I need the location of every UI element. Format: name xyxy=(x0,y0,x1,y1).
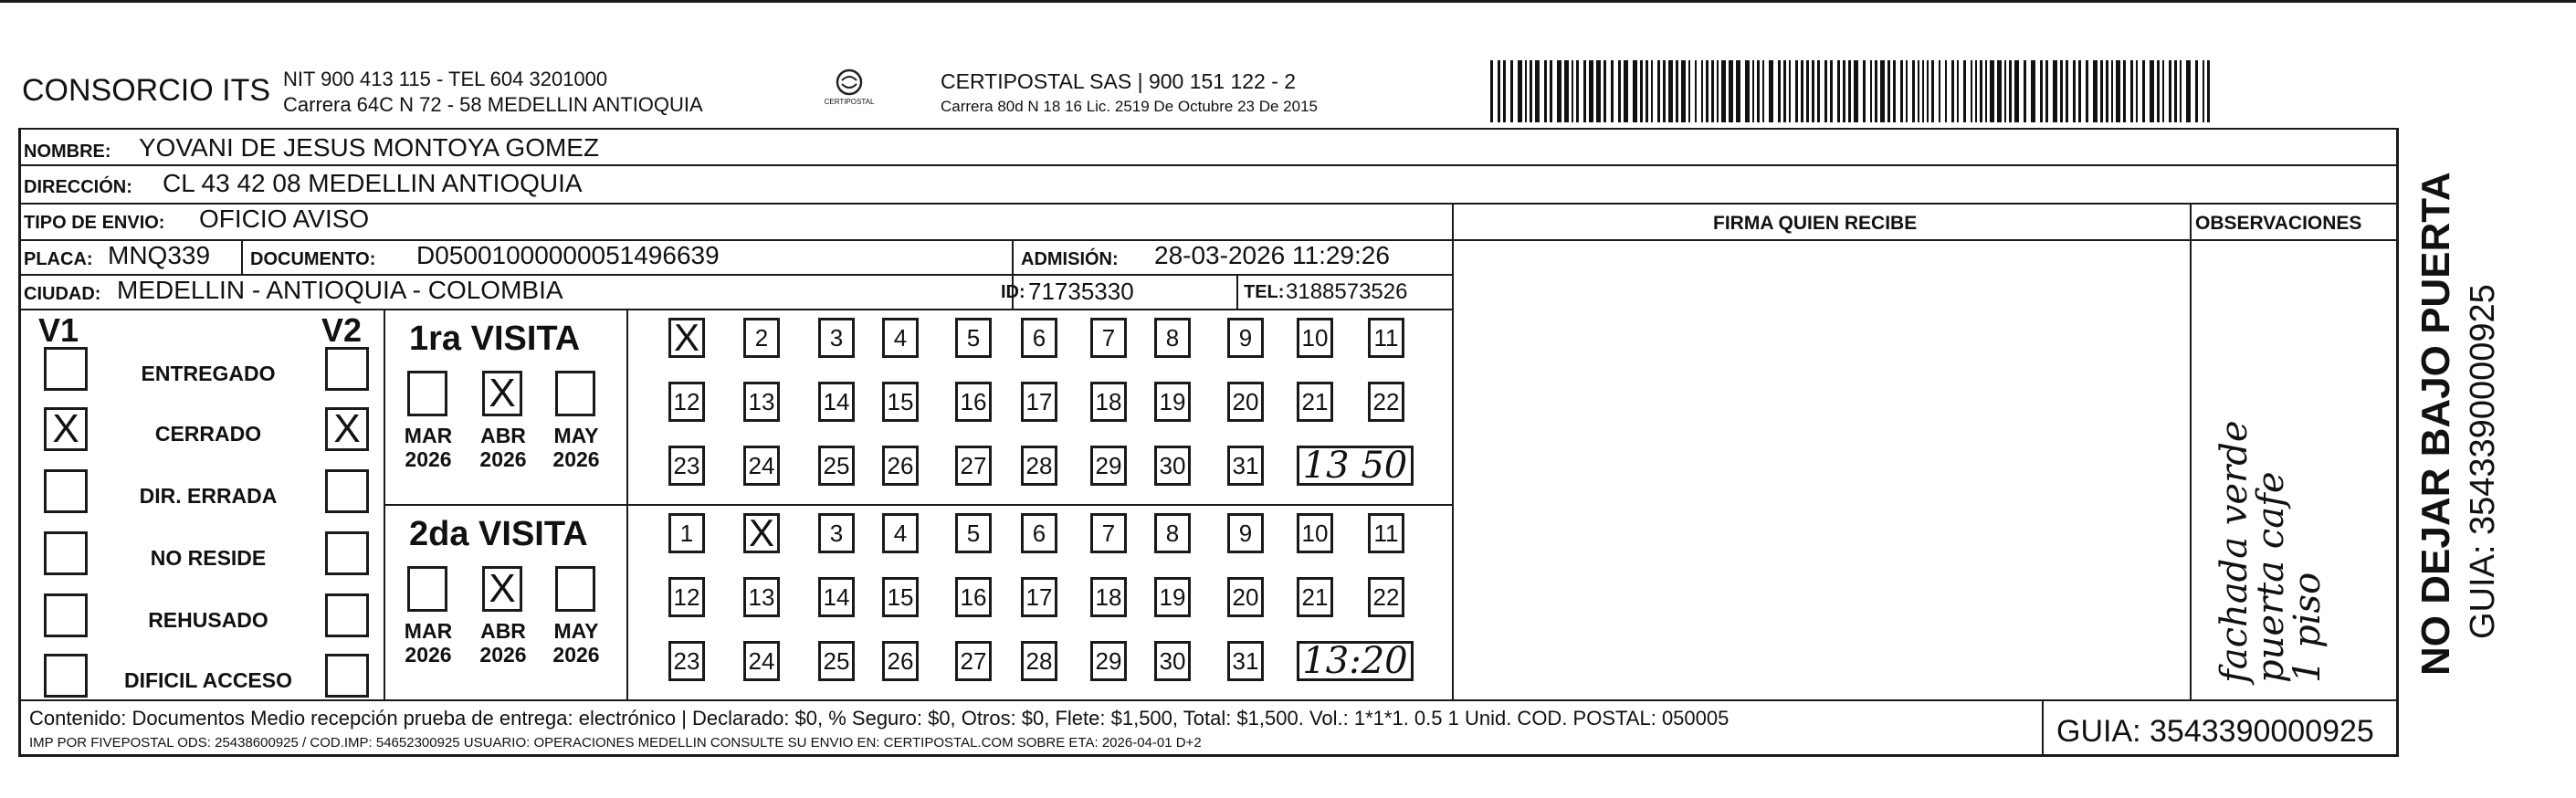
barcode-bar xyxy=(2106,60,2108,122)
day-box[interactable]: 30 xyxy=(1154,641,1191,681)
day-box[interactable]: 21 xyxy=(1297,382,1333,422)
barcode-bar xyxy=(1945,60,1947,122)
barcode-bar xyxy=(1572,60,1573,122)
barcode-bar xyxy=(2045,60,2048,122)
barcode-bar xyxy=(2186,60,2191,122)
status-label: ENTREGADO xyxy=(141,362,276,385)
day-box[interactable]: 19 xyxy=(1154,577,1191,617)
barcode-bar xyxy=(1550,60,1552,122)
barcode-bar xyxy=(1510,60,1513,122)
barcode-bar xyxy=(1922,60,1924,122)
barcode-bar xyxy=(1688,60,1690,122)
ciudad-value: MEDELLIN - ANTIOQUIA - COLOMBIA xyxy=(117,276,563,304)
day-box[interactable]: 5 xyxy=(955,513,992,553)
barcode-bar xyxy=(2207,60,2210,122)
nombre-label: NOMBRE: xyxy=(24,142,111,162)
visita-divider xyxy=(384,504,1454,506)
day-box[interactable]: 12 xyxy=(668,577,705,617)
barcode-bar xyxy=(1668,60,1673,122)
month-label: ABR 2026 xyxy=(479,424,527,472)
barcode-bar xyxy=(1752,60,1754,122)
day-box[interactable]: 17 xyxy=(1021,577,1057,617)
tipo-value: OFICIO AVISO xyxy=(199,205,370,233)
barcode xyxy=(1490,60,2221,122)
barcode-bar xyxy=(1717,60,1719,122)
barcode-bar xyxy=(1564,60,1569,122)
day-box[interactable]: 10 xyxy=(1297,513,1333,553)
barcode-bar xyxy=(1711,60,1714,122)
row-divider xyxy=(18,203,2398,205)
frame-left xyxy=(18,128,21,756)
v1-checkbox[interactable] xyxy=(44,654,88,698)
direccion-value: CL 43 42 08 MEDELLIN ANTIOQUIA xyxy=(163,169,583,197)
v2-label: V2 xyxy=(321,311,363,349)
barcode-bar xyxy=(1651,60,1653,122)
id-label: ID: xyxy=(1001,282,1025,302)
day-box[interactable]: 16 xyxy=(955,577,992,617)
barcode-bar xyxy=(1576,60,1579,122)
day-box[interactable]: 11 xyxy=(1368,318,1404,358)
day-box[interactable]: 18 xyxy=(1090,577,1127,617)
no-dejar-bajo-puerta: NO DEJAR BAJO PUERTA xyxy=(2413,172,2458,676)
day-box[interactable]: 14 xyxy=(818,577,855,617)
day-box[interactable]: 15 xyxy=(882,577,919,617)
barcode-bar xyxy=(1624,60,1628,122)
day-box[interactable]: 9 xyxy=(1227,513,1264,553)
status-label: REHUSADO xyxy=(148,608,268,632)
v1-checkbox[interactable] xyxy=(44,593,88,637)
barcode-bar xyxy=(2130,60,2133,122)
barcode-bar xyxy=(1854,60,1858,122)
barcode-bar xyxy=(2142,60,2145,122)
v2-checkbox[interactable] xyxy=(325,347,369,391)
day-box[interactable]: 3 xyxy=(818,318,855,358)
day-box[interactable]: 7 xyxy=(1090,318,1127,358)
day-box[interactable]: 11 xyxy=(1368,513,1404,553)
day-box[interactable]: 27 xyxy=(955,641,992,681)
barcode-bar xyxy=(1729,60,1733,122)
barcode-bar xyxy=(2111,60,2113,122)
barcode-bar xyxy=(1980,60,1982,122)
observaciones-header: OBSERVACIONES xyxy=(2195,213,2362,234)
barcode-bar xyxy=(1611,60,1614,122)
day-box[interactable]: 31 xyxy=(1227,446,1264,486)
day-box[interactable]: 22 xyxy=(1368,577,1404,617)
barcode-bar xyxy=(2060,60,2063,122)
barcode-bar xyxy=(1518,60,1522,122)
day-box[interactable]: 28 xyxy=(1021,446,1057,486)
day-box[interactable]: 2 xyxy=(743,318,780,358)
barcode-bar xyxy=(1848,60,1851,122)
day-box[interactable]: 20 xyxy=(1227,577,1264,617)
day-box[interactable]: X xyxy=(743,513,780,553)
barcode-bar xyxy=(1957,60,1959,122)
barcode-bar xyxy=(1971,60,1972,122)
barcode-bar xyxy=(1887,60,1890,122)
barcode-bar xyxy=(1583,60,1586,122)
day-box[interactable]: 17 xyxy=(1021,382,1057,422)
day-box[interactable]: 6 xyxy=(1021,513,1057,553)
day-box[interactable]: 12 xyxy=(668,382,705,422)
v1-checkbox[interactable] xyxy=(44,531,88,575)
tel-value: 3188573526 xyxy=(1286,279,1408,304)
day-box[interactable]: 19 xyxy=(1154,382,1191,422)
barcode-bar xyxy=(1870,60,1872,122)
status-label: DIFICIL ACCESO xyxy=(123,668,292,692)
barcode-bar xyxy=(2116,60,2120,122)
day-box[interactable]: 13 xyxy=(743,382,780,422)
barcode-bar xyxy=(2073,60,2076,122)
month-checkbox[interactable] xyxy=(555,371,595,416)
day-box[interactable]: 1 xyxy=(668,513,705,553)
day-box[interactable]: 5 xyxy=(955,318,992,358)
ciudad-label: CIUDAD: xyxy=(24,284,101,304)
direccion-label: DIRECCIÓN: xyxy=(24,177,132,197)
barcode-bar xyxy=(1795,60,1798,122)
day-box[interactable]: 14 xyxy=(818,382,855,422)
tel-label: TEL: xyxy=(1244,282,1285,302)
barcode-bar xyxy=(1769,60,1773,122)
barcode-bar xyxy=(1525,60,1527,122)
day-box[interactable]: 8 xyxy=(1154,513,1191,553)
visit-time: 13 50 xyxy=(1297,446,1414,486)
row-divider xyxy=(18,164,2398,166)
cell-divider xyxy=(241,239,243,274)
tipo-label: TIPO DE ENVIO: xyxy=(24,213,165,233)
barcode-bar xyxy=(2157,60,2160,122)
barcode-bar xyxy=(1557,60,1561,122)
barcode-bar xyxy=(1676,60,1678,122)
barcode-bar xyxy=(1990,60,1994,122)
barcode-bar xyxy=(1906,60,1908,122)
certipostal-line1: CERTIPOSTAL SAS | 900 151 122 - 2 xyxy=(941,69,1297,93)
observacion-line: puerta cafe xyxy=(2250,471,2292,683)
day-box[interactable]: 9 xyxy=(1227,318,1264,358)
month-checkbox[interactable]: X xyxy=(482,566,522,612)
v2-checkbox[interactable] xyxy=(325,531,369,575)
barcode-bar xyxy=(1875,60,1877,122)
v2-checkbox[interactable] xyxy=(325,469,369,513)
day-box[interactable]: 30 xyxy=(1154,446,1191,486)
barcode-bar xyxy=(2169,60,2171,122)
status-label: NO RESIDE xyxy=(150,546,267,570)
day-box[interactable]: 4 xyxy=(882,513,919,553)
frame-top xyxy=(18,128,2398,130)
documento-label: DOCUMENTO: xyxy=(250,249,376,269)
month-label: MAR 2026 xyxy=(404,424,453,472)
barcode-bar xyxy=(1757,60,1760,122)
day-box[interactable]: 3 xyxy=(818,513,855,553)
barcode-bar xyxy=(1663,60,1666,122)
barcode-bar xyxy=(2004,60,2006,122)
day-box[interactable]: 26 xyxy=(882,446,919,486)
v1-checkbox[interactable]: X xyxy=(44,407,88,451)
month-checkbox[interactable]: X xyxy=(482,371,522,416)
day-box[interactable]: 18 xyxy=(1090,382,1127,422)
firma-header: FIRMA QUIEN RECIBE xyxy=(1713,213,1918,234)
day-box[interactable]: 26 xyxy=(882,641,919,681)
barcode-bar xyxy=(1931,60,1934,122)
barcode-bar xyxy=(1830,60,1833,122)
day-box[interactable]: 21 xyxy=(1297,577,1333,617)
barcode-bar xyxy=(1701,60,1703,122)
footer-imp-line: IMP POR FIVEPOSTAL ODS: 25438600925 / COD.IMP: 54652300925 USUARIO: OPERACIONES MEDELLIN CONSULTE SU ENVIO EN: CERTIPOSTAL.COM SOBRE ETA: 2026-04-01 D+2 xyxy=(29,735,1202,751)
barcode-bar xyxy=(1706,60,1709,122)
day-box[interactable]: X xyxy=(668,318,705,358)
day-box[interactable]: 23 xyxy=(668,446,705,486)
barcode-bar xyxy=(2009,60,2012,122)
day-box[interactable]: 13 xyxy=(743,577,780,617)
side-panel xyxy=(2409,0,2564,798)
placa-value: MNQ339 xyxy=(108,241,211,269)
barcode-bar xyxy=(1918,60,1919,122)
day-box[interactable]: 24 xyxy=(743,446,780,486)
barcode-bar xyxy=(1963,60,1966,122)
barcode-bar xyxy=(1783,60,1786,122)
barcode-bar xyxy=(2031,60,2035,122)
footer-guia: GUIA: 3543390000925 xyxy=(2056,714,2374,749)
barcode-bar xyxy=(2174,60,2177,122)
barcode-bar xyxy=(1843,60,1845,122)
v1-checkbox[interactable] xyxy=(44,469,88,513)
barcode-bar xyxy=(1824,60,1827,122)
day-box[interactable]: 25 xyxy=(818,641,855,681)
documento-value: D05001000000051496639 xyxy=(416,241,720,269)
day-box[interactable]: 28 xyxy=(1021,641,1057,681)
cell-divider xyxy=(1236,274,1238,309)
barcode-bar xyxy=(1975,60,1977,122)
month-label: MAY 2026 xyxy=(552,424,600,472)
barcode-bar xyxy=(2150,60,2154,122)
frame-right xyxy=(2396,128,2399,756)
barcode-bar xyxy=(1837,60,1840,122)
barcode-bar xyxy=(1927,60,1929,122)
day-box[interactable]: 25 xyxy=(818,446,855,486)
certipostal-logo xyxy=(820,66,878,111)
day-box[interactable]: 31 xyxy=(1227,641,1264,681)
v1-label: V1 xyxy=(38,311,79,349)
barcode-bar xyxy=(1721,60,1726,122)
barcode-bar xyxy=(1681,60,1686,122)
status-label: CERRADO xyxy=(154,422,262,446)
barcode-bar xyxy=(1801,60,1803,122)
admision-label: ADMISIÓN: xyxy=(1021,249,1119,269)
barcode-bar xyxy=(1912,60,1915,122)
day-box[interactable]: 24 xyxy=(743,641,780,681)
barcode-bar xyxy=(2203,60,2204,122)
barcode-bar xyxy=(2162,60,2164,122)
v2-checkbox[interactable] xyxy=(325,593,369,637)
day-box[interactable]: 29 xyxy=(1090,446,1127,486)
barcode-bar xyxy=(1530,60,1532,122)
barcode-bar xyxy=(2136,60,2138,122)
day-box[interactable]: 23 xyxy=(668,641,705,681)
barcode-bar xyxy=(2040,60,2043,122)
side-guia: GUIA: 3543390000925 xyxy=(2464,284,2502,639)
month-label: MAY 2026 xyxy=(552,619,600,667)
address-line: Carrera 64C N 72 - 58 MEDELLIN ANTIOQUIA xyxy=(283,93,703,116)
obs-left-divider xyxy=(2190,203,2192,699)
barcode-bar xyxy=(1657,60,1660,122)
v2-checkbox[interactable]: X xyxy=(325,407,369,451)
barcode-bar xyxy=(2066,60,2068,122)
day-box[interactable]: 20 xyxy=(1227,382,1264,422)
day-box[interactable]: 8 xyxy=(1154,318,1191,358)
barcode-bar xyxy=(1695,60,1697,122)
barcode-bar xyxy=(2180,60,2182,122)
barcode-bar xyxy=(1544,60,1547,122)
v1-checkbox[interactable] xyxy=(44,347,88,391)
visita1-title: 1ra VISITA xyxy=(409,320,581,358)
nombre-value: YOVANI DE JESUS MONTOYA GOMEZ xyxy=(139,133,600,162)
guia-divider xyxy=(2042,699,2044,756)
barcode-bar xyxy=(1985,60,1987,122)
day-box[interactable]: 15 xyxy=(882,382,919,422)
day-box[interactable]: 10 xyxy=(1297,318,1333,358)
barcode-bar xyxy=(1490,60,1493,122)
barcode-bar xyxy=(1893,60,1896,122)
barcode-bar xyxy=(2053,60,2057,122)
barcode-bar xyxy=(1736,60,1740,122)
barcode-bar xyxy=(1633,60,1637,122)
month-label: ABR 2026 xyxy=(479,619,527,667)
barcode-bar xyxy=(1589,60,1593,122)
barcode-bar xyxy=(2014,60,2019,122)
barcode-bar xyxy=(2024,60,2026,122)
barcode-bar xyxy=(2078,60,2081,122)
nit-line: NIT 900 413 115 - TEL 604 3201000 xyxy=(283,68,608,90)
barcode-bar xyxy=(1603,60,1606,122)
month-checkbox[interactable] xyxy=(407,371,447,416)
barcode-bar xyxy=(1812,60,1814,122)
day-box[interactable]: 16 xyxy=(955,382,992,422)
day-box[interactable]: 4 xyxy=(882,318,919,358)
barcode-bar xyxy=(1618,60,1621,122)
visita2-title: 2da VISITA xyxy=(409,515,588,553)
admision-value: 28-03-2026 11:29:26 xyxy=(1154,241,1390,269)
logo-text: CERTIPOSTAL xyxy=(824,98,875,106)
barcode-bar xyxy=(1640,60,1643,122)
month-label: MAR 2026 xyxy=(404,619,453,667)
barcode-bar xyxy=(1498,60,1500,122)
barcode-bar xyxy=(2195,60,2198,122)
barcode-bar xyxy=(1789,60,1791,122)
barcode-bar xyxy=(1535,60,1540,122)
month-checkbox[interactable] xyxy=(407,566,447,612)
barcode-bar xyxy=(1900,60,1903,122)
barcode-bar xyxy=(2100,60,2103,122)
barcode-bar xyxy=(1778,60,1781,122)
day-box[interactable]: 27 xyxy=(955,446,992,486)
certipostal-line2: Carrera 80d N 18 16 Lic. 2519 De Octubre 23 De 2015 xyxy=(941,98,1318,115)
barcode-bar xyxy=(1596,60,1601,122)
id-value: 71735330 xyxy=(1028,278,1134,305)
v2-checkbox[interactable] xyxy=(325,654,369,698)
company-name: CONSORCIO ITS xyxy=(22,73,271,108)
day-box[interactable]: 22 xyxy=(1368,382,1404,422)
placa-label: PLACA: xyxy=(24,249,93,269)
status-label: DIR. ERRADA xyxy=(139,484,278,508)
top-edge xyxy=(0,0,2576,3)
barcode-bar xyxy=(1806,60,1809,122)
row-divider xyxy=(18,309,1454,310)
visit-time: 13:20 xyxy=(1297,641,1414,681)
barcode-bar xyxy=(2123,60,2126,122)
barcode-bar xyxy=(1997,60,2002,122)
observacion-line: fachada verde xyxy=(2213,420,2255,683)
barcode-bar xyxy=(1951,60,1954,122)
barcode-bar xyxy=(1863,60,1866,122)
footer-contenido: Contenido: Documentos Medio recepción prueba de entrega: electrónico | Declarado: $0, % Seguro: $0, Otros: $0, Flete: $1,500, Total: $1,500. Vol.: 1*1*1. 0.5 1 Unid. COD. POSTAL: 050005 xyxy=(29,707,1730,730)
month-checkbox[interactable] xyxy=(555,566,595,612)
day-box[interactable]: 6 xyxy=(1021,318,1057,358)
barcode-bar xyxy=(1939,60,1940,122)
barcode-bar xyxy=(1762,60,1764,122)
day-box[interactable]: 29 xyxy=(1090,641,1127,681)
barcode-bar xyxy=(1745,60,1750,122)
barcode-bar xyxy=(1645,60,1648,122)
day-box[interactable]: 7 xyxy=(1090,513,1127,553)
barcode-bar xyxy=(1503,60,1506,122)
observacion-line: 1 piso xyxy=(2287,572,2329,683)
barcode-bar xyxy=(1880,60,1885,122)
barcode-bar xyxy=(1817,60,1820,122)
firma-left-divider xyxy=(1452,203,1454,699)
barcode-bar xyxy=(2086,60,2088,122)
barcode-bar xyxy=(2093,60,2098,122)
